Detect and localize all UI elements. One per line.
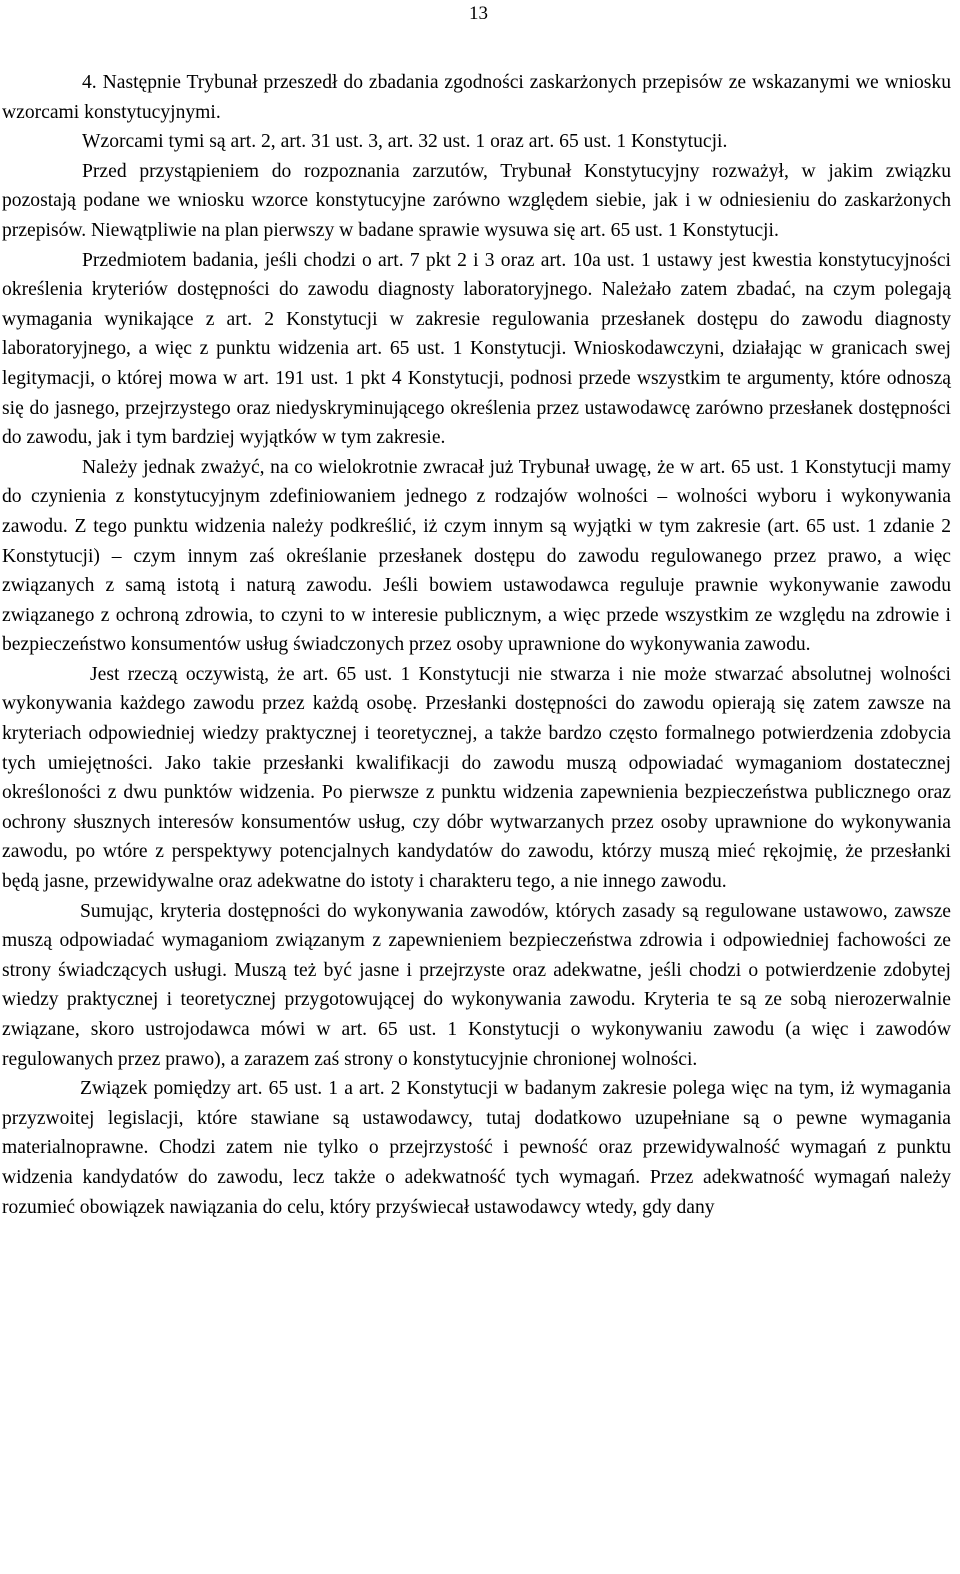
paragraph-6: Jest rzeczą oczywistą, że art. 65 ust. 1 Konstytucji nie stwarza i nie może stwarzać absolutnej wolności wykonywania każdego zawodu przez każdą osobę. Przesłanki dostępności do zawodu opierają się zatem zawsze na kryteriach odpowiedniej wiedzy praktycznej i teoretycznej, a także bardzo często formalnego potwierdzenia zdobycia tych umiejętności. Jako takie przesłanki kwalifikacji do zawodu muszą odpowiadać wymaganiom dostatecznej określoności z dwu punktów widzenia. Po pierwsze z punktu widzenia zapewnienia bezpieczeństwa publicznego oraz ochrony słusznych interesów konsumentów usług, czy dóbr wytwarzanych przez osoby uprawnione do wykonywania zawodu, po wtóre z perspektywy potencjalnych kandydatów do zawodu, którzy muszą mieć rękojmię, że przesłanki będą jasne, przewidywalne oraz adekwatne do istoty i charakteru tego, a nie innego zawodu. — [2, 663, 951, 893]
paragraph-7: Sumując, kryteria dostępności do wykonywania zawodów, których zasady są regulowane ustawowo, zawsze muszą odpowiadać wymaganiom związanym z zapewnieniem bezpieczeństwa zdrowia i odpowiedniej fachowości ze strony świadczących usługi. Muszą też być jasne i przejrzyste oraz adekwatne, jeśli chodzi o potwierdzenie zdobytej wiedzy praktycznej i teoretycznej przygotowującej do wykonywania zawodu. Kryteria te są ze sobą nierozerwalnie związane, skoro ustrojodawca mówi w art. 65 ust. 1 Konstytucji o wykonywaniu zawodu (a więc i zawodów regulowanych przez prawo), a zarazem zaś strony o konstytucyjnie chronionej wolności. — [2, 900, 951, 1070]
page-number: 13 — [469, 3, 488, 24]
paragraph-3: Przed przystąpieniem do rozpoznania zarzutów, Trybunał Konstytucyjny rozważył, w jakim związku pozostają podane we wniosku wzorce konstytucyjne zarówno względem siebie, jak i w odniesieniu do zaskarżonych przepisów. Niewątpliwie na plan pierwszy w badane sprawie wysuwa się art. 65 ust. 1 Konstytucji. — [2, 160, 951, 241]
document-body — [2, 68, 951, 1222]
paragraph-4: Przedmiotem badania, jeśli chodzi o art. 7 pkt 2 i 3 oraz art. 10a ust. 1 ustawy jest kwestia konstytucyjności określenia kryteriów dostępności do zawodu diagnosty laboratoryjnego. Należało zatem zbadać, na czym polegają wymagania wynikające z art. 2 Konstytucji w zakresie regulowania przesłanek dostępu do zawodu diagnosty laboratoryjnego, a więc z punktu widzenia art. 65 ust. 1 Konstytucji. Wnioskodawczyni, działając w granicach swej legitymacji, o której mowa w art. 191 ust. 1 pkt 4 Konstytucji, podnosi przede wszystkim te argumenty, które odnoszą się do jasnego, przejrzystego oraz niedyskryminującego określenia przez ustawodawcę zarówno przesłanek dostępności do zawodu, jak i tym bardziej wyjątków w tym zakresie. — [2, 249, 951, 449]
paragraph-5: Należy jednak zważyć, na co wielokrotnie zwracał już Trybunał uwagę, że w art. 65 ust. 1 Konstytucji mamy do czynienia z konstytucyjnym zdefiniowaniem jednego z rodzajów wolności – wolności wyboru i wykonywania zawodu. Z tego punktu widzenia należy podkreślić, iż czym innym są wyjątki w tym zakresie (art. 65 ust. 1 zdanie 2 Konstytucji) – czym innym zaś określanie przesłanek dostępu do zawodu regulowanego przez prawo, a więc związanych z samą istotą i naturą zawodu. Jeśli bowiem ustawodawca reguluje prawnie wykonywanie zawodu związanego z ochroną zdrowia, to czyni to w interesie publicznym, a więc przede wszystkim ze względu na zdrowie i bezpieczeństwo konsumentów usług świadczonych przez osoby uprawnione do wykonywania zawodu. — [2, 456, 951, 656]
paragraph-2: Wzorcami tymi są art. 2, art. 31 ust. 3, art. 32 ust. 1 oraz art. 65 ust. 1 Konstytucji. — [82, 131, 728, 153]
paragraph-1: 4. Następnie Trybunał przeszedł do zbadania zgodności zaskarżonych przepisów ze wskazanymi we wniosku wzorcami konstytucyjnymi. — [2, 72, 951, 123]
paragraph-8: Związek pomiędzy art. 65 ust. 1 a art. 2 Konstytucji w badanym zakresie polega więc na tym, iż wymagania przyzwoitej legislacji, które stawiane są ustawodawcy, tutaj dodatkowo uzupełniane są o pewne wymagania materialnoprawne. Chodzi zatem nie tylko o przejrzystość i pewność oraz przewidywalność wymagań z punktu widzenia kandydatów do zawodu, lecz także o adekwatność tych wymagań. Przez adekwatność wymagań należy rozumieć obowiązek nawiązania do celu, który przyświecał ustawodawcy wtedy, gdy dany — [2, 1078, 951, 1218]
